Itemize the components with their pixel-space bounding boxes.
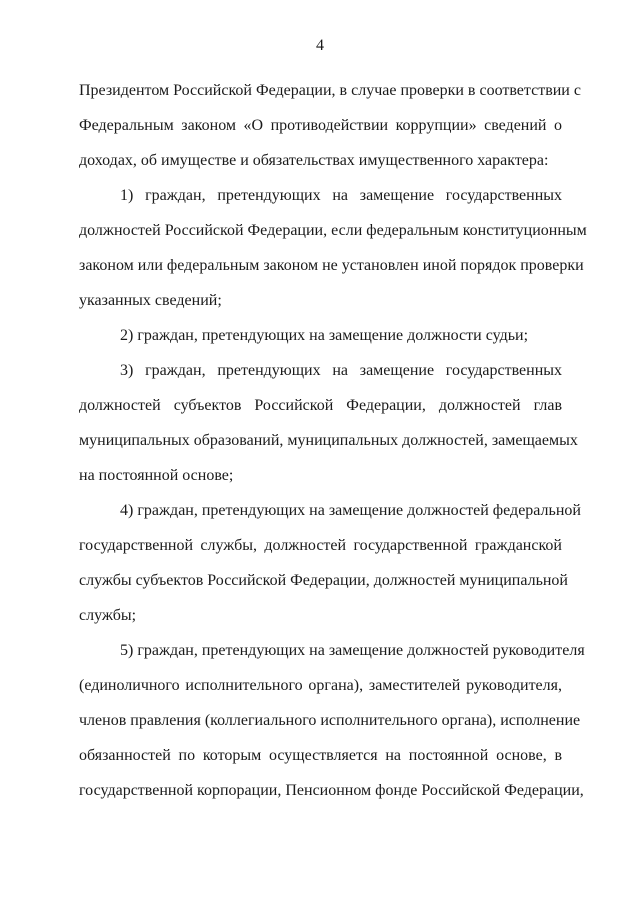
text-line: 2) граждан, претендующих на замещение должности судьи;	[120, 327, 529, 344]
text-line: Президентом Российской Федерации, в случае проверки в соответствии с	[79, 82, 581, 99]
text-line: должностей субъектов Российской Федерации, должностей глав	[79, 397, 562, 414]
text-line: обязанностей по которым осуществляется на постоянной основе, в	[79, 747, 562, 764]
text-line: доходах, об имуществе и обязательствах имущественного характера:	[79, 152, 549, 169]
text-line: службы субъектов Российской Федерации, должностей муниципальной	[79, 572, 568, 589]
text-line: службы;	[79, 607, 137, 624]
text-line: государственной корпорации, Пенсионном фонде Российской Федерации,	[79, 782, 584, 799]
text-line: Федеральным законом «О противодействии коррупции» сведений о	[79, 117, 562, 134]
text-line: 5) граждан, претендующих на замещение должностей руководителя	[120, 642, 585, 659]
text-line: указанных сведений;	[79, 292, 222, 309]
text-line: 1) граждан, претендующих на замещение государственных	[120, 187, 562, 204]
document-body	[79, 73, 587, 808]
text-line: муниципальных образований, муниципальных должностей, замещаемых	[79, 432, 578, 449]
text-line: (единоличного исполнительного органа), заместителей руководителя,	[79, 677, 562, 694]
text-line: на постоянной основе;	[79, 467, 234, 484]
text-line: 3) граждан, претендующих на замещение государственных	[120, 362, 562, 379]
text-line: государственной службы, должностей государственной гражданской	[79, 537, 562, 554]
page-number: 4	[316, 37, 324, 54]
text-line: законом или федеральным законом не установлен иной порядок проверки	[79, 257, 584, 274]
text-line: 4) граждан, претендующих на замещение должностей федеральной	[120, 502, 581, 519]
text-line: должностей Российской Федерации, если федеральным конституционным	[79, 222, 587, 239]
text-line: членов правления (коллегиального исполнительного органа), исполнение	[79, 712, 581, 729]
